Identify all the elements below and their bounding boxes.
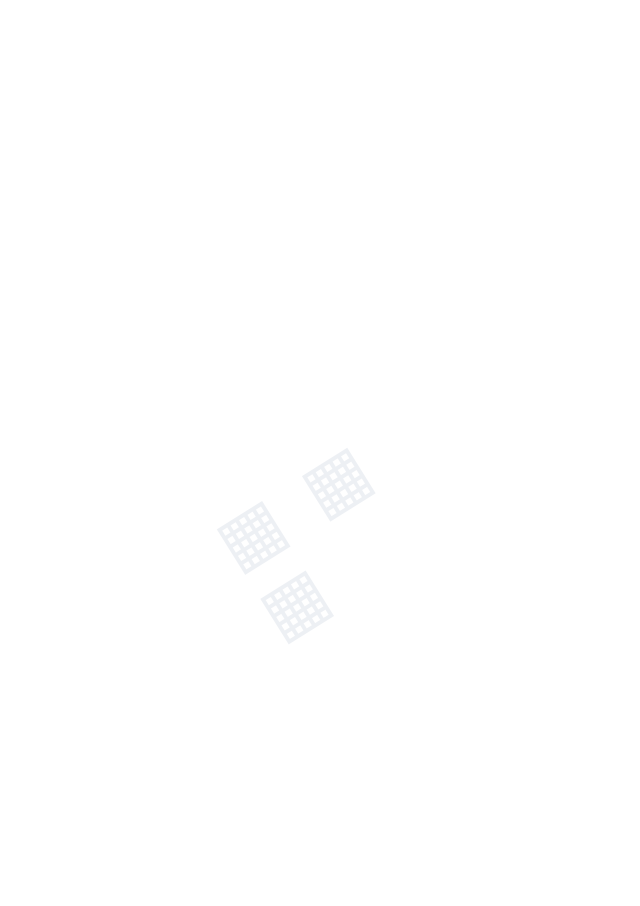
- climate-charts: [100, 684, 430, 804]
- watermark: ▦ ▦ ▦: [200, 424, 391, 655]
